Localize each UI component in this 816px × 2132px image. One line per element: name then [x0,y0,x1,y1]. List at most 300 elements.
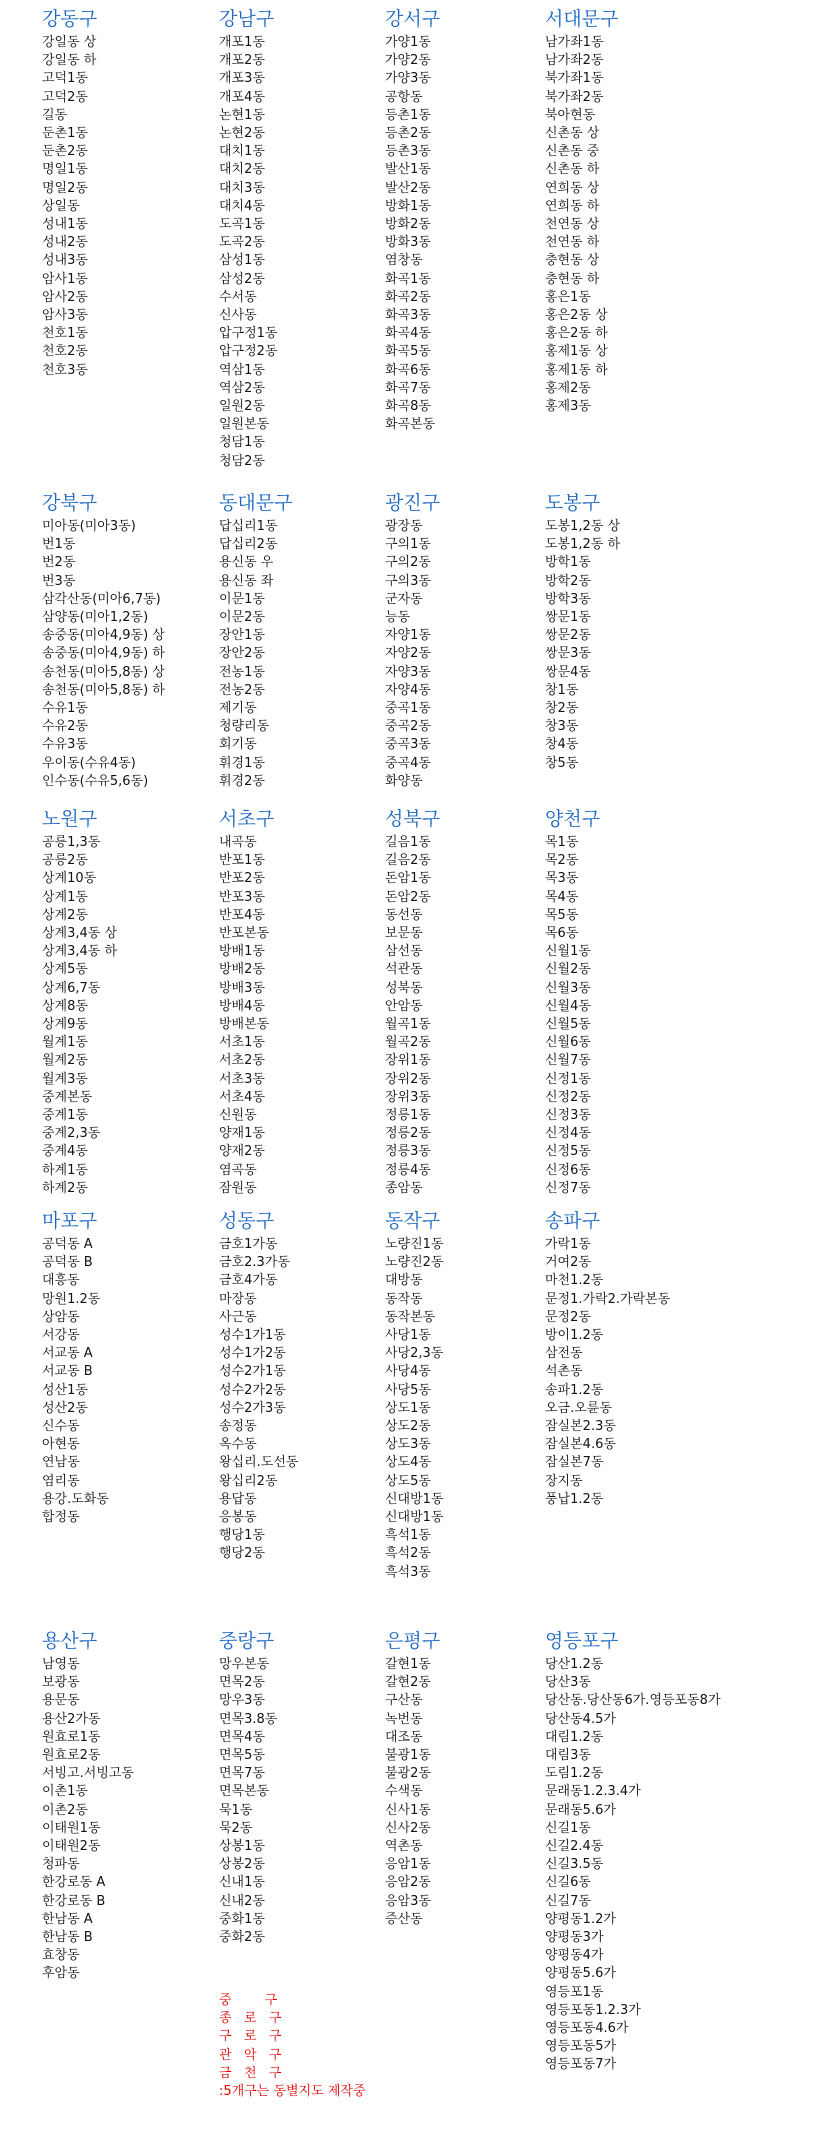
dong-item[interactable]: 행당2동 [219,1546,265,1562]
dong-item[interactable]: 염창동 [385,253,423,269]
dong-item[interactable]: 답십리2동 [219,537,278,553]
dong-item[interactable]: 수유2동 [42,719,88,735]
dong-item[interactable]: 제기동 [219,701,257,717]
dong-item[interactable]: 청파동 [42,1857,80,1873]
dong-item[interactable]: 목5동 [545,907,579,923]
dong-item[interactable]: 장안2동 [219,646,265,662]
dong-item[interactable]: 마천1.2동 [545,1273,604,1289]
dong-item[interactable]: 회기동 [219,737,257,753]
dong-item[interactable]: 역촌동 [385,1839,423,1855]
dong-item[interactable]: 성내1동 [42,217,88,233]
dong-item[interactable]: 묵2동 [219,1820,253,1836]
dong-item[interactable]: 도봉1,2동 상 [545,519,621,534]
dong-item[interactable]: 사당2,3동 [385,1346,444,1362]
dong-item[interactable]: 창2동 [545,701,579,717]
dong-item[interactable]: 망원1.2동 [42,1291,101,1307]
dong-item[interactable]: 목3동 [545,871,579,887]
dong-item[interactable]: 삼각산동(미아6,7동) [42,591,161,607]
dong-item[interactable]: 방화2동 [385,217,431,233]
dong-item[interactable]: 원효로2동 [42,1748,101,1764]
dong-item[interactable]: 창5동 [545,755,579,771]
dong-item[interactable]: 발산1동 [385,162,431,178]
dong-item[interactable]: 용신동 좌 [219,573,274,589]
dong-item[interactable]: 방이1.2동 [545,1328,604,1344]
dong-item[interactable]: 암사3동 [42,308,88,324]
dong-item[interactable]: 성수2가1동 [219,1364,286,1380]
dong-item[interactable]: 면목3.8동 [219,1711,278,1727]
dong-item[interactable]: 용산2가동 [42,1711,101,1727]
dong-item[interactable]: 등촌1동 [385,107,431,123]
dong-item[interactable]: 연희동 상 [545,180,600,196]
dong-item[interactable]: 신내1동 [219,1875,265,1891]
dong-item[interactable]: 응암1동 [385,1857,431,1873]
dong-item[interactable]: 일원2동 [219,399,265,415]
dong-item[interactable]: 증산동 [385,1911,423,1927]
dong-item[interactable]: 성수2가3동 [219,1400,286,1416]
dong-item[interactable]: 성내3동 [42,253,88,269]
dong-item[interactable]: 중곡1동 [385,701,431,717]
dong-item[interactable]: 문래동5.6가 [545,1802,616,1818]
dong-item[interactable]: 북가좌1동 [545,71,604,87]
dong-item[interactable]: 송파1.2동 [545,1382,604,1398]
dong-item[interactable]: 창3동 [545,719,579,735]
dong-item[interactable]: 금호4가동 [219,1273,278,1289]
dong-item[interactable]: 석관동 [385,962,423,978]
dong-item[interactable]: 연남동 [42,1455,80,1471]
dong-item[interactable]: 방배4동 [219,998,265,1014]
dong-item[interactable]: 방학3동 [545,591,591,607]
dong-item[interactable]: 천연동 하 [545,235,600,251]
dong-item[interactable]: 대림1.2동 [545,1729,604,1745]
dong-item[interactable]: 방학1동 [545,555,591,571]
dong-item[interactable]: 명일2동 [42,180,88,196]
dong-item[interactable]: 반포본동 [219,926,270,942]
dong-item[interactable]: 용문동 [42,1693,80,1709]
dong-item[interactable]: 수서동 [219,289,257,305]
dong-item[interactable]: 행당1동 [219,1528,265,1544]
dong-item[interactable]: 홍은1동 [545,289,591,305]
dong-item[interactable]: 쌍문2동 [545,628,591,644]
dong-item[interactable]: 목6동 [545,926,579,942]
dong-item[interactable]: 당산동4.5가 [545,1711,616,1727]
dong-item[interactable]: 우이동(수유4동) [42,755,136,771]
dong-item[interactable]: 신사1동 [385,1802,431,1818]
dong-item[interactable]: 월계1동 [42,1035,88,1051]
dong-item[interactable]: 가양3동 [385,71,431,87]
dong-item[interactable]: 반포4동 [219,907,265,923]
dong-item[interactable]: 목4동 [545,889,579,905]
dong-item[interactable]: 흑석3동 [385,1564,431,1580]
dong-item[interactable]: 대방동 [385,1273,423,1289]
dong-item[interactable]: 신길2.4동 [545,1839,604,1855]
dong-item[interactable]: 구의2동 [385,555,431,571]
dong-item[interactable]: 상도3동 [385,1437,431,1453]
dong-item[interactable]: 청담2동 [219,453,265,469]
dong-item[interactable]: 상계1동 [42,889,88,905]
dong-item[interactable]: 양평동5.6가 [545,1966,616,1982]
dong-item[interactable]: 신월5동 [545,1017,591,1033]
dong-item[interactable]: 방배1동 [219,944,265,960]
dong-item[interactable]: 상계9동 [42,1017,88,1033]
dong-item[interactable]: 신정4동 [545,1126,591,1142]
dong-item[interactable]: 신월6동 [545,1035,591,1051]
dong-item[interactable]: 영등포동7가 [545,2057,617,2073]
dong-item[interactable]: 면목본동 [219,1784,270,1800]
dong-item[interactable]: 반포3동 [219,889,265,905]
dong-item[interactable]: 대치1동 [219,144,265,160]
dong-item[interactable]: 장지동 [545,1473,583,1489]
dong-item[interactable]: 구의3동 [385,573,431,589]
dong-item[interactable]: 강일동 상 [42,35,97,50]
dong-item[interactable]: 돈암1동 [385,871,431,887]
dong-item[interactable]: 문래동1.2.3.4가 [545,1784,641,1800]
dong-item[interactable]: 천호3동 [42,362,88,378]
dong-item[interactable]: 대치2동 [219,162,265,178]
dong-item[interactable]: 금호2.3가동 [219,1255,290,1271]
dong-item[interactable]: 잠실본7동 [545,1455,604,1471]
dong-item[interactable]: 둔촌1동 [42,126,88,142]
dong-item[interactable]: 신정5동 [545,1144,591,1160]
dong-item[interactable]: 자양3동 [385,664,431,680]
dong-item[interactable]: 신길3.5동 [545,1857,604,1873]
dong-item[interactable]: 광장동 [385,519,423,534]
dong-item[interactable]: 보광동 [42,1675,80,1691]
dong-item[interactable]: 응암3동 [385,1893,431,1909]
dong-item[interactable]: 쌍문3동 [545,646,591,662]
dong-item[interactable]: 화곡7동 [385,380,431,396]
dong-item[interactable]: 원효로1동 [42,1729,101,1745]
dong-item[interactable]: 화양동 [385,773,423,789]
dong-item[interactable]: 상계3,4동 하 [42,944,118,960]
dong-item[interactable]: 구산동 [385,1693,423,1709]
dong-item[interactable]: 신대방1동 [385,1491,444,1507]
dong-item[interactable]: 월곡2동 [385,1035,431,1051]
dong-item[interactable]: 둔촌2동 [42,144,88,160]
dong-item[interactable]: 가락1동 [545,1237,591,1252]
dong-item[interactable]: 길음1동 [385,835,431,850]
dong-item[interactable]: 면목2동 [219,1675,265,1691]
dong-item[interactable]: 중화2동 [219,1930,265,1946]
dong-item[interactable]: 역삼1동 [219,362,265,378]
dong-item[interactable]: 신사2동 [385,1820,431,1836]
dong-item[interactable]: 북가좌2동 [545,89,604,105]
dong-item[interactable]: 미아동(미아3동) [42,519,136,534]
dong-item[interactable]: 상도5동 [385,1473,431,1489]
dong-item[interactable]: 명일1동 [42,162,88,178]
dong-item[interactable]: 영등포동4.6가 [545,2021,629,2037]
dong-item[interactable]: 면목5동 [219,1748,265,1764]
dong-item[interactable]: 아현동 [42,1437,80,1453]
dong-item[interactable]: 상봉1동 [219,1839,265,1855]
dong-item[interactable]: 금호1가동 [219,1237,278,1252]
dong-item[interactable]: 장위2동 [385,1071,431,1087]
dong-item[interactable]: 신길1동 [545,1820,591,1836]
dong-item[interactable]: 연희동 하 [545,198,600,214]
dong-item[interactable]: 성수1가1동 [219,1328,286,1344]
dong-item[interactable]: 상계10동 [42,871,97,887]
dong-item[interactable]: 대흥동 [42,1273,80,1289]
dong-item[interactable]: 왕십리2동 [219,1473,278,1489]
dong-item[interactable]: 홍제1동 하 [545,362,608,378]
dong-item[interactable]: 홍은2동 하 [545,326,608,342]
dong-item[interactable]: 자양4동 [385,682,431,698]
dong-item[interactable]: 성북동 [385,980,423,996]
dong-item[interactable]: 성내2동 [42,235,88,251]
dong-item[interactable]: 중계1동 [42,1108,88,1124]
dong-item[interactable]: 삼성1동 [219,253,265,269]
dong-item[interactable]: 공릉2동 [42,853,88,869]
dong-item[interactable]: 고덕2동 [42,89,88,105]
dong-item[interactable]: 화곡1동 [385,271,431,287]
dong-item[interactable]: 마장동 [219,1291,257,1307]
dong-item[interactable]: 왕십리.도선동 [219,1455,299,1471]
dong-item[interactable]: 월계2동 [42,1053,88,1069]
dong-item[interactable]: 한강로동 A [42,1875,106,1891]
dong-item[interactable]: 인수동(수유5,6동) [42,773,149,789]
dong-item[interactable]: 송중동(미아4,9동) 하 [42,646,165,662]
dong-item[interactable]: 불광1동 [385,1748,431,1764]
dong-item[interactable]: 노량진2동 [385,1255,444,1271]
dong-item[interactable]: 방배3동 [219,980,265,996]
dong-item[interactable]: 자양2동 [385,646,431,662]
dong-item[interactable]: 한남동 A [42,1911,93,1927]
dong-item[interactable]: 염곡동 [219,1162,257,1178]
dong-item[interactable]: 중화1동 [219,1911,265,1927]
dong-item[interactable]: 이문2동 [219,610,265,626]
dong-item[interactable]: 신촌동 상 [545,126,600,142]
dong-item[interactable]: 중계2,3동 [42,1126,101,1142]
dong-item[interactable]: 번3동 [42,573,76,589]
dong-item[interactable]: 신정7동 [545,1180,591,1196]
dong-item[interactable]: 성산2동 [42,1400,88,1416]
dong-item[interactable]: 신길6동 [545,1875,591,1891]
dong-item[interactable]: 공덕동 A [42,1237,93,1252]
dong-item[interactable]: 청담1동 [219,435,265,451]
dong-item[interactable]: 서초2동 [219,1053,265,1069]
dong-item[interactable]: 신정1동 [545,1071,591,1087]
dong-item[interactable]: 상계8동 [42,998,88,1014]
dong-item[interactable]: 동선동 [385,907,423,923]
dong-item[interactable]: 청량리동 [219,719,270,735]
dong-item[interactable]: 서초3동 [219,1071,265,1087]
dong-item[interactable]: 상계2동 [42,907,88,923]
dong-item[interactable]: 신월2동 [545,962,591,978]
dong-item[interactable]: 논현1동 [219,107,265,123]
dong-item[interactable]: 응봉동 [219,1510,257,1526]
dong-item[interactable]: 중곡2동 [385,719,431,735]
dong-item[interactable]: 도림1.2동 [545,1766,604,1782]
dong-item[interactable]: 길동 [42,107,68,123]
dong-item[interactable]: 정릉2동 [385,1126,431,1142]
dong-item[interactable]: 신월7동 [545,1053,591,1069]
dong-item[interactable]: 서강동 [42,1328,80,1344]
dong-item[interactable]: 창4동 [545,737,579,753]
dong-item[interactable]: 장위3동 [385,1089,431,1105]
dong-item[interactable]: 묵1동 [219,1802,253,1818]
dong-item[interactable]: 역삼2동 [219,380,265,396]
dong-item[interactable]: 개포3동 [219,71,265,87]
dong-item[interactable]: 양평동1.2가 [545,1911,616,1927]
dong-item[interactable]: 사당1동 [385,1328,431,1344]
dong-item[interactable]: 화곡5동 [385,344,431,360]
dong-item[interactable]: 거여2동 [545,1255,591,1271]
dong-item[interactable]: 전농1동 [219,664,265,680]
dong-item[interactable]: 사당5동 [385,1382,431,1398]
dong-item[interactable]: 화곡8동 [385,399,431,415]
dong-item[interactable]: 남가좌2동 [545,53,604,69]
dong-item[interactable]: 가양2동 [385,53,431,69]
dong-item[interactable]: 신원동 [219,1108,257,1124]
dong-item[interactable]: 목2동 [545,853,579,869]
dong-item[interactable]: 남영동 [42,1657,80,1672]
dong-item[interactable]: 송천동(미아5,8동) 상 [42,664,165,680]
dong-item[interactable]: 홍제2동 [545,380,591,396]
dong-item[interactable]: 신촌동 중 [545,144,600,160]
dong-item[interactable]: 방화3동 [385,235,431,251]
dong-item[interactable]: 수색동 [385,1784,423,1800]
dong-item[interactable]: 성수2가2동 [219,1382,286,1398]
dong-item[interactable]: 효창동 [42,1948,80,1964]
dong-item[interactable]: 도곡2동 [219,235,265,251]
dong-item[interactable]: 천연동 상 [545,217,600,233]
dong-item[interactable]: 북아현동 [545,107,596,123]
dong-item[interactable]: 월계3동 [42,1071,88,1087]
dong-item[interactable]: 흑석1동 [385,1528,431,1544]
dong-item[interactable]: 성수1가2동 [219,1346,286,1362]
dong-item[interactable]: 망우3동 [219,1693,265,1709]
dong-item[interactable]: 사당4동 [385,1364,431,1380]
dong-item[interactable]: 동작본동 [385,1309,436,1325]
dong-item[interactable]: 발산2동 [385,180,431,196]
dong-item[interactable]: 한남동 B [42,1930,93,1946]
dong-item[interactable]: 개포4동 [219,89,265,105]
dong-item[interactable]: 길음2동 [385,853,431,869]
dong-item[interactable]: 상계5동 [42,962,88,978]
dong-item[interactable]: 송중동(미아4,9동) 상 [42,628,165,644]
dong-item[interactable]: 수유1동 [42,701,88,717]
dong-item[interactable]: 홍제1동 상 [545,344,608,360]
dong-item[interactable]: 번2동 [42,555,76,571]
dong-item[interactable]: 문정1.가락2.가락본동 [545,1291,671,1307]
dong-item[interactable]: 충현동 상 [545,253,600,269]
dong-item[interactable]: 공덕동 B [42,1255,93,1271]
dong-item[interactable]: 강일동 하 [42,53,97,69]
dong-item[interactable]: 망우본동 [219,1657,270,1672]
dong-item[interactable]: 신정2동 [545,1089,591,1105]
dong-item[interactable]: 중곡3동 [385,737,431,753]
dong-item[interactable]: 휘경2동 [219,773,265,789]
dong-item[interactable]: 방배본동 [219,1017,270,1033]
dong-item[interactable]: 신월4동 [545,998,591,1014]
dong-item[interactable]: 염리동 [42,1473,80,1489]
dong-item[interactable]: 충현동 하 [545,271,600,287]
dong-item[interactable]: 영등포동1.2.3가 [545,2002,641,2018]
dong-item[interactable]: 중계본동 [42,1089,93,1105]
dong-item[interactable]: 공릉1,3동 [42,835,101,850]
dong-item[interactable]: 쌍문1동 [545,610,591,626]
dong-item[interactable]: 오금.오륜동 [545,1400,612,1416]
dong-item[interactable]: 신수동 [42,1419,80,1435]
dong-item[interactable]: 영등포동5가 [545,2039,617,2055]
dong-item[interactable]: 홍제3동 [545,399,591,415]
dong-item[interactable]: 대조동 [385,1729,423,1745]
dong-item[interactable]: 가양1동 [385,35,431,50]
dong-item[interactable]: 삼성2동 [219,271,265,287]
dong-item[interactable]: 등촌2동 [385,126,431,142]
dong-item[interactable]: 불광2동 [385,1766,431,1782]
dong-item[interactable]: 이태원2동 [42,1839,101,1855]
dong-item[interactable]: 서초4동 [219,1089,265,1105]
dong-item[interactable]: 신정3동 [545,1108,591,1124]
dong-item[interactable]: 상도2동 [385,1419,431,1435]
dong-item[interactable]: 쌍문4동 [545,664,591,680]
dong-item[interactable]: 신월3동 [545,980,591,996]
dong-item[interactable]: 이촌2동 [42,1802,88,1818]
dong-item[interactable]: 등촌3동 [385,144,431,160]
dong-item[interactable]: 자양1동 [385,628,431,644]
dong-item[interactable]: 능동 [385,610,411,626]
dong-item[interactable]: 상계6,7동 [42,980,101,996]
dong-item[interactable]: 압구정1동 [219,326,278,342]
dong-item[interactable]: 이촌1동 [42,1784,88,1800]
dong-item[interactable]: 남가좌1동 [545,35,604,50]
dong-item[interactable]: 반포1동 [219,853,265,869]
dong-item[interactable]: 삼양동(미아1,2동) [42,610,149,626]
dong-item[interactable]: 삼전동 [545,1346,583,1362]
dong-item[interactable]: 개포1동 [219,35,265,50]
dong-item[interactable]: 상도1동 [385,1400,431,1416]
dong-item[interactable]: 갈현1동 [385,1657,431,1672]
dong-item[interactable]: 당산1.2동 [545,1657,604,1672]
dong-item[interactable]: 고덕1동 [42,71,88,87]
dong-item[interactable]: 흑석2동 [385,1546,431,1562]
dong-item[interactable]: 사근동 [219,1309,257,1325]
dong-item[interactable]: 목1동 [545,835,579,850]
dong-item[interactable]: 종암동 [385,1180,423,1196]
dong-item[interactable]: 논현2동 [219,126,265,142]
dong-item[interactable]: 월곡1동 [385,1017,431,1033]
dong-item[interactable]: 화곡6동 [385,362,431,378]
dong-item[interactable]: 옥수동 [219,1437,257,1453]
dong-item[interactable]: 군자동 [385,591,423,607]
dong-item[interactable]: 신촌동 하 [545,162,600,178]
dong-item[interactable]: 면목7동 [219,1766,265,1782]
dong-item[interactable]: 화곡3동 [385,308,431,324]
dong-item[interactable]: 서빙고.서빙고동 [42,1766,135,1782]
dong-item[interactable]: 삼선동 [385,944,423,960]
dong-item[interactable]: 응암2동 [385,1875,431,1891]
dong-item[interactable]: 신길7동 [545,1893,591,1909]
dong-item[interactable]: 답십리1동 [219,519,278,534]
dong-item[interactable]: 화곡4동 [385,326,431,342]
dong-item[interactable]: 상도4동 [385,1455,431,1471]
dong-item[interactable]: 녹번동 [385,1711,423,1727]
dong-item[interactable]: 화곡2동 [385,289,431,305]
dong-item[interactable]: 신대방1동 [385,1510,444,1526]
dong-item[interactable]: 후암동 [42,1966,80,1982]
dong-item[interactable]: 동작동 [385,1291,423,1307]
dong-item[interactable]: 천호2동 [42,344,88,360]
dong-item[interactable]: 공항동 [385,89,423,105]
dong-item[interactable]: 석촌동 [545,1364,583,1380]
dong-item[interactable]: 장위1동 [385,1053,431,1069]
dong-item[interactable]: 방배2동 [219,962,265,978]
dong-item[interactable]: 암사2동 [42,289,88,305]
dong-item[interactable]: 양재1동 [219,1126,265,1142]
dong-item[interactable]: 풍납1.2동 [545,1491,604,1507]
dong-item[interactable]: 서초1동 [219,1035,265,1051]
dong-item[interactable]: 잠실본4.6동 [545,1437,616,1453]
